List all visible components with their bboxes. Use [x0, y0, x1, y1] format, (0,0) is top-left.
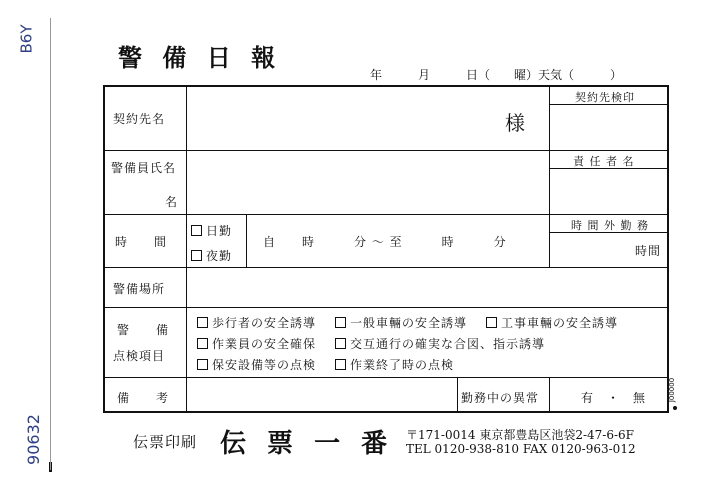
night-shift-checkbox[interactable] [191, 250, 202, 261]
checkbox[interactable] [486, 317, 497, 328]
overtime-unit: 時間 [635, 244, 662, 258]
time-range: 自 時 分 ～ 至 時 分 [263, 235, 507, 249]
check-item[interactable] [197, 314, 316, 331]
checkbox[interactable] [335, 338, 346, 349]
contract-name-field[interactable] [187, 87, 548, 149]
check-item[interactable] [197, 335, 316, 352]
mei-suffix: 名 [165, 195, 179, 209]
company-phone: TEL 0120-938-810 FAX 0120-963-012 [406, 442, 636, 456]
check-item-label: 一般車輛の安全誘導 [350, 316, 468, 330]
day-shift-checkbox[interactable] [191, 225, 202, 236]
day-shift-option[interactable] [191, 222, 232, 239]
day-shift-label: 日勤 [206, 224, 233, 238]
right-code-wrapper [668, 377, 680, 408]
contract-label: 契約先名 [113, 112, 166, 126]
responsible-field[interactable] [550, 169, 666, 213]
printer-label: 伝票印刷 [133, 433, 198, 451]
check-item-label: 歩行者の安全誘導 [212, 316, 317, 330]
remarks-field[interactable] [187, 378, 456, 410]
time-label: 時 間 [115, 235, 168, 249]
guard-name-field[interactable] [187, 151, 548, 213]
page-title: 警 備 日 報 [118, 43, 282, 72]
check-item-label: 作業終了時の点検 [350, 358, 455, 372]
brand-name: 伝 票 一 番 [220, 429, 394, 459]
check-item[interactable] [197, 356, 316, 373]
location-label: 警備場所 [113, 282, 166, 296]
check-item-label: 交互通行の確実な合図、指示誘導 [350, 337, 546, 351]
check-item-label: 保安設備等の点検 [212, 358, 317, 372]
report-form [103, 85, 669, 413]
form-code-bottom: 90632 [23, 414, 43, 465]
right-code: J00000 [668, 377, 677, 403]
check-item-label: 作業員の安全確保 [212, 337, 317, 351]
date-weather-line: 年 月 日（ 曜）天気（ ） [370, 68, 623, 82]
company-address: 〒171-0014 東京都豊島区池袋2-47-6-6F [406, 428, 634, 442]
check-item[interactable] [335, 356, 454, 373]
check-item[interactable] [335, 335, 545, 352]
check-item-label: 工事車輛の安全誘導 [501, 316, 619, 330]
night-shift-label: 夜勤 [206, 249, 233, 263]
checkbox[interactable] [335, 317, 346, 328]
form-code-top: B6Y [17, 24, 36, 54]
perforation-line [50, 18, 51, 470]
checkbox[interactable] [335, 359, 346, 370]
contract-stamp-label: 契約先検印 [575, 91, 635, 104]
checkbox[interactable] [197, 338, 208, 349]
check-label-line2: 点検項目 [113, 349, 166, 363]
yes-no-option[interactable]: 有 ・ 無 [581, 391, 647, 405]
check-item[interactable] [335, 314, 467, 331]
sama-suffix: 様 [505, 111, 525, 135]
overtime-label: 時 間 外 勤 務 [571, 219, 649, 232]
contract-stamp-field[interactable] [550, 105, 666, 149]
check-item[interactable] [486, 314, 618, 331]
abnormal-label: 勤務中の異常 [461, 391, 540, 405]
night-shift-option[interactable] [191, 247, 232, 264]
dot-mark [673, 406, 677, 410]
remarks-label: 備 考 [117, 391, 170, 405]
checkbox[interactable] [197, 359, 208, 370]
location-field[interactable] [187, 268, 665, 306]
checkbox[interactable] [197, 317, 208, 328]
guard-name-label: 警備員氏名 [111, 161, 177, 175]
check-label-line1: 警 備 [117, 323, 170, 337]
responsible-label: 責 任 者 名 [573, 155, 635, 168]
